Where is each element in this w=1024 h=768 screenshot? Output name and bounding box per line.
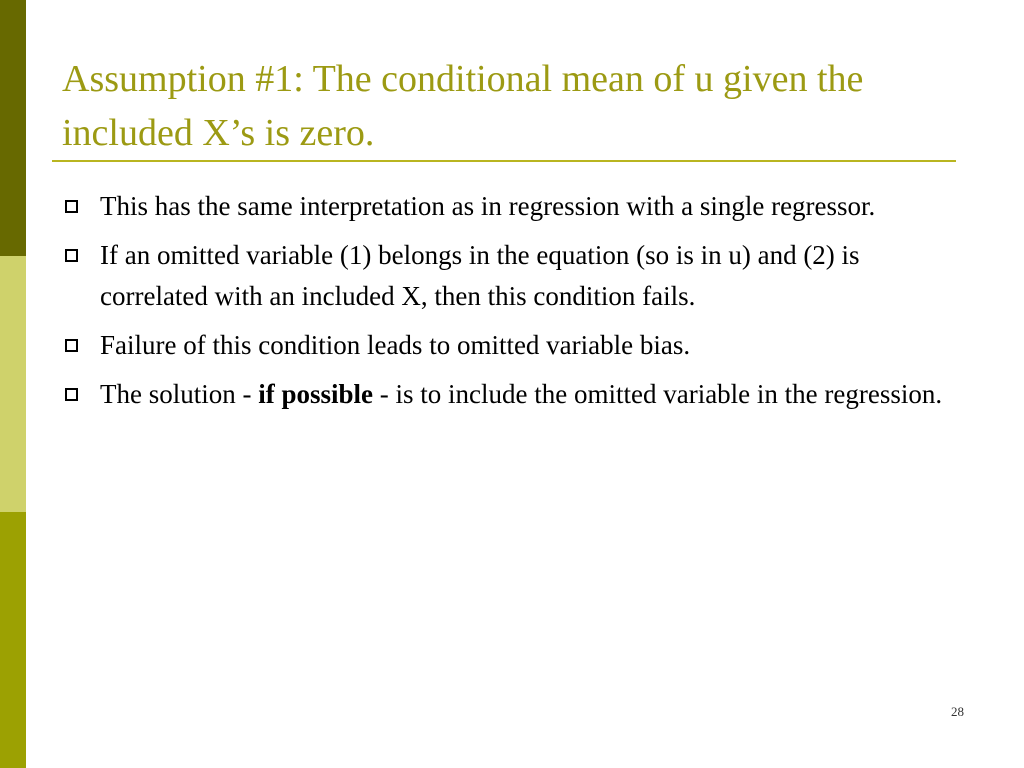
bullet-text: Failure of this condition leads to omitted variable bias. — [100, 330, 691, 360]
slide-title: Assumption #1: The conditional mean of u given the included X’s is zero. — [62, 58, 864, 154]
bullet-emphasis: if possible — [258, 379, 374, 409]
bullet-text-start: The solution - — [100, 379, 259, 409]
bullet-item — [62, 325, 962, 366]
bullet-text-end: - is to include the omitted variable in the regression. — [373, 379, 943, 409]
side-bar-middle-segment — [0, 256, 26, 512]
hollow-square-icon — [65, 388, 78, 401]
side-color-bar — [0, 0, 26, 768]
bullet-text: This has the same interpretation as in regression with a single regressor. — [100, 191, 876, 221]
bullet-item — [62, 374, 962, 415]
title-divider — [52, 160, 956, 162]
hollow-square-icon — [65, 339, 78, 352]
bullet-list — [62, 186, 962, 423]
page-number: 28 — [951, 704, 964, 719]
hollow-square-icon — [65, 200, 78, 213]
bullet-text: If an omitted variable (1) belongs in the equation (so is in u) and (2) is correlated with an included X, then this condition fails. — [100, 240, 860, 311]
bullet-item — [62, 235, 962, 317]
bullet-item — [62, 186, 962, 227]
hollow-square-icon — [65, 249, 78, 262]
side-bar-top-segment — [0, 0, 26, 256]
side-bar-bottom-segment — [0, 512, 26, 768]
